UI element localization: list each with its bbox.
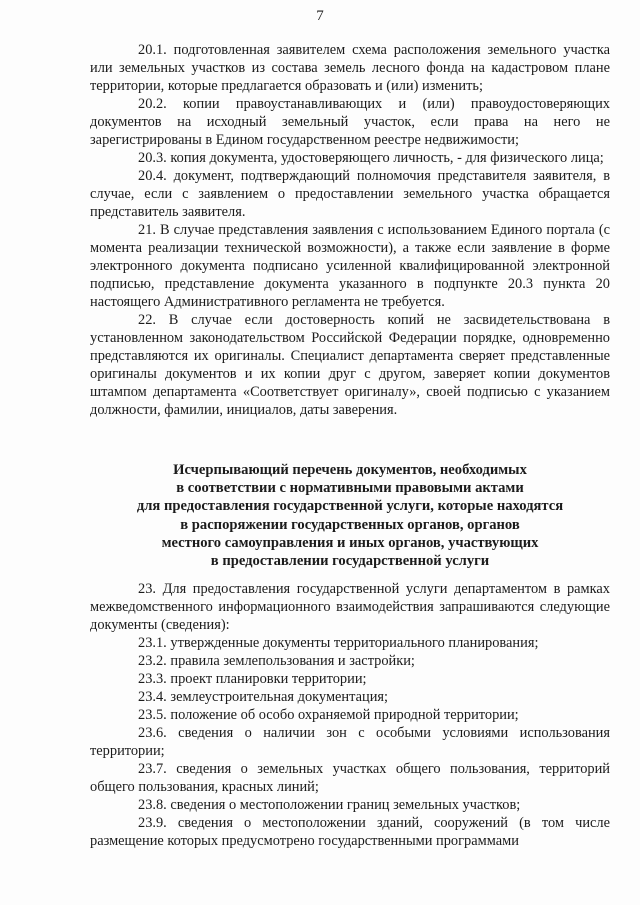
paragraph-23-8: 23.8. сведения о местоположении границ земельных участков;: [138, 797, 521, 813]
paragraph-23-7: 23.7. сведения о земельных участках общего пользования, территорий общего пользования, красных линий;: [90, 761, 610, 795]
heading-line: местного самоуправления и иных органов, участвующих: [161, 534, 539, 551]
paragraph-20-3: 20.3. копия документа, удостоверяющего личность, - для физического лица;: [138, 150, 604, 166]
paragraph-23-3: 23.3. проект планировки территории;: [138, 671, 367, 687]
top-section: [90, 41, 610, 419]
heading-line: Исчерпывающий перечень документов, необходимых: [173, 462, 527, 478]
paragraph-20-2: 20.2. копии правоустанавливающих и (или) правоудостоверяющих документов на исходный земельный участок, если права на него не зарегистрированы в Едином государственном реестре недвижимости;: [90, 96, 610, 148]
paragraph-23-4: 23.4. землеустроительная документация;: [138, 689, 389, 705]
paragraph-20-1: 20.1. подготовленная заявителем схема расположения земельного участка или земельных участков из состава земель лесного фонда на кадастровом плане территории, которые предлагается образовать и (или) изменить;: [90, 42, 610, 94]
paragraph-23-2: 23.2. правила землепользования и застройки;: [138, 653, 415, 669]
paragraph-21: 21. В случае представления заявления с использованием Единого портала (с момента реализации технической возможности), а также если заявление в форме электронного документа подписано усиленной квалифицированной электронной подписью, представление документа указанного в подпункте 20.3 пункта 20 настоящего Административного регламента не требуется.: [90, 222, 610, 310]
heading-line: в предоставлении государственной услуги: [210, 553, 490, 570]
paragraph-23-9: 23.9. сведения о местоположении зданий, сооружений (в том числе размещение которых предусмотрено государственными программами: [90, 815, 610, 849]
heading-line: для предоставления государственной услуги, которые находятся: [136, 498, 564, 515]
paragraph-23-1: 23.1. утвержденные документы территориального планирования;: [138, 635, 539, 651]
paragraph-23-6: 23.6. сведения о наличии зон с особыми условиями использования территории;: [90, 725, 610, 759]
paragraph-22: 22. В случае если достоверность копий не засвидетельствована в установленном законодательством Российской Федерации порядке, одновременно представляются их оригиналы. Специалист департамента сверяет представленные оригиналы документов и их копии друг с другом, заверяет копии документов штампом департамента «Соответствует оригиналу», своей подписью с указанием должности, фамилии, инициалов, даты заверения.: [90, 312, 610, 418]
paragraph-23: 23. Для предоставления государственной услуги департаментом в рамках межведомственного информационного взаимодействия запрашиваются следующие документы (сведения):: [90, 581, 610, 633]
heading-line: в распоряжении государственных органов, органов: [180, 516, 520, 533]
bottom-section: [90, 580, 610, 850]
paragraph-20-4: 20.4. документ, подтверждающий полномочия представителя заявителя, в случае, если с заявлением о предоставлении земельного участка обращается представитель заявителя.: [90, 168, 610, 220]
page-number: 7: [316, 8, 324, 24]
heading-line: в соответствии с нормативными правовыми актами: [176, 480, 524, 497]
paragraph-23-5: 23.5. положение об особо охраняемой природной территории;: [138, 707, 519, 723]
section-heading: [90, 461, 610, 570]
